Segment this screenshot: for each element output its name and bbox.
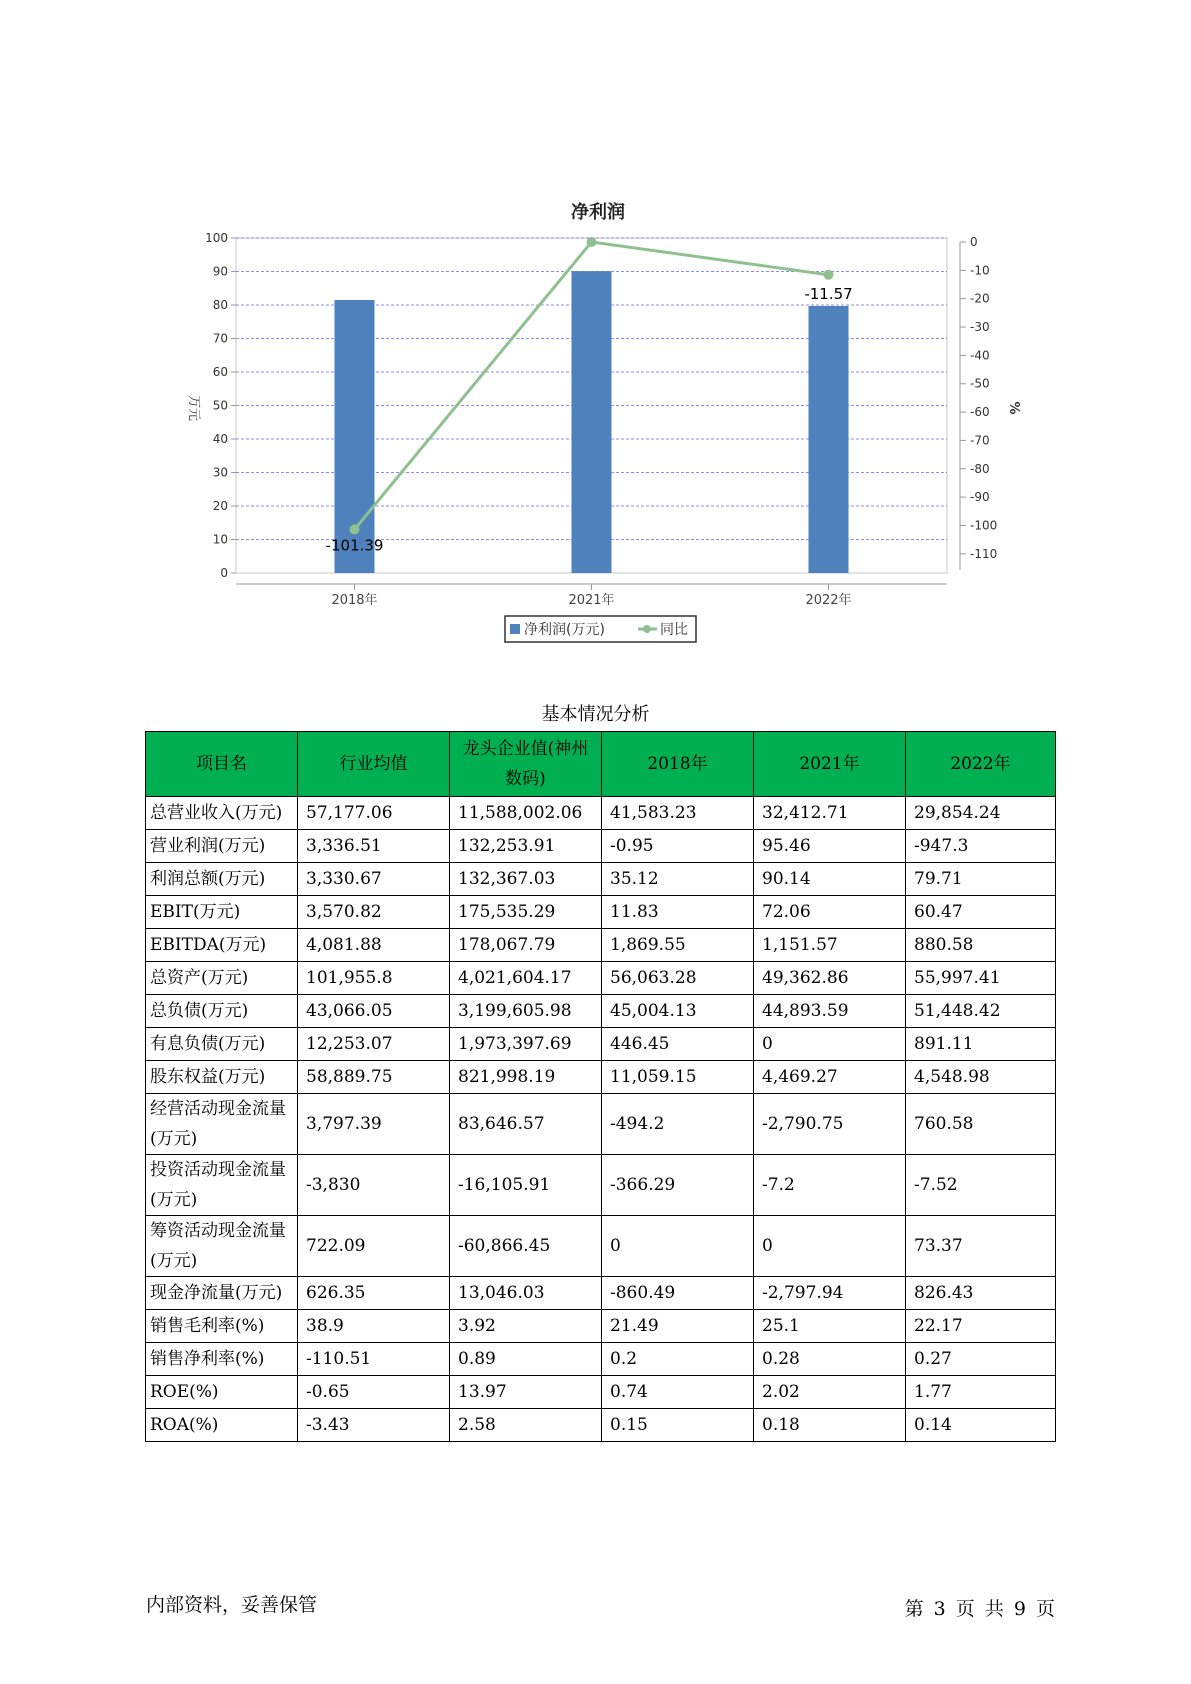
table-row xyxy=(146,1376,1056,1409)
row-label: 投资活动现金流量(万元) xyxy=(146,1155,298,1216)
table-header-cell: 行业均值 xyxy=(298,732,450,797)
y2-tick-label: -10 xyxy=(970,263,990,278)
yoy-point xyxy=(587,237,597,247)
table-row xyxy=(146,1028,1056,1061)
table-cell: 891.11 xyxy=(906,1028,1056,1061)
y-tick-label: 90 xyxy=(212,264,228,279)
table-cell: -7.52 xyxy=(906,1155,1056,1216)
row-label: 总负债(万元) xyxy=(146,995,298,1028)
y-tick-label: 60 xyxy=(212,365,228,379)
legend-swatch-bar xyxy=(510,624,520,634)
table-cell: 72.06 xyxy=(754,896,906,929)
row-label: 经营活动现金流量(万元) xyxy=(146,1094,298,1155)
table-cell: 38.9 xyxy=(298,1310,450,1343)
table-row xyxy=(146,995,1056,1028)
footer-page-number: 第 3 页 共 9 页 xyxy=(904,1598,1055,1620)
table-cell: 13.97 xyxy=(450,1376,602,1409)
y-tick-label: 20 xyxy=(212,499,228,513)
table-row xyxy=(146,1094,1056,1155)
table-cell: 821,998.19 xyxy=(450,1061,602,1094)
row-label: 股东权益(万元) xyxy=(146,1061,298,1094)
table-cell: -366.29 xyxy=(602,1155,754,1216)
table-cell: 760.58 xyxy=(906,1094,1056,1155)
table-cell: 3,199,605.98 xyxy=(450,995,602,1028)
table-cell: 25.1 xyxy=(754,1310,906,1343)
table-cell: 3,570.82 xyxy=(298,896,450,929)
table-cell: -3,830 xyxy=(298,1155,450,1216)
table-cell: 0.2 xyxy=(602,1343,754,1376)
table-cell: 178,067.79 xyxy=(450,929,602,962)
table-row xyxy=(146,1155,1056,1216)
row-label: ROA(%) xyxy=(146,1409,298,1442)
table-cell: 0.27 xyxy=(906,1343,1056,1376)
row-label: 销售毛利率(%) xyxy=(146,1310,298,1343)
yoy-point xyxy=(824,270,834,280)
y-tick-label: 30 xyxy=(212,465,228,480)
bar xyxy=(809,306,849,573)
table-cell: 4,021,604.17 xyxy=(450,962,602,995)
table-cell: 45,004.13 xyxy=(602,995,754,1028)
table-cell: 626.35 xyxy=(298,1277,450,1310)
row-label: 总资产(万元) xyxy=(146,962,298,995)
table-cell: 55,997.41 xyxy=(906,962,1056,995)
table-cell: 11,059.15 xyxy=(602,1061,754,1094)
table-cell: 43,066.05 xyxy=(298,995,450,1028)
table-cell: 57,177.06 xyxy=(298,797,450,830)
y-tick-label: 70 xyxy=(212,331,228,346)
table-cell: 32,412.71 xyxy=(754,797,906,830)
table-cell: 58,889.75 xyxy=(298,1061,450,1094)
table-cell: 60.47 xyxy=(906,896,1056,929)
row-label: 现金净流量(万元) xyxy=(146,1277,298,1310)
table-row xyxy=(146,896,1056,929)
table-cell: 11.83 xyxy=(602,896,754,929)
table-cell: 44,893.59 xyxy=(754,995,906,1028)
table-cell: 49,362.86 xyxy=(754,962,906,995)
table-cell: -7.2 xyxy=(754,1155,906,1216)
table-cell: -0.65 xyxy=(298,1376,450,1409)
table-cell: 446.45 xyxy=(602,1028,754,1061)
table-row xyxy=(146,863,1056,896)
table-header-cell: 2021年 xyxy=(754,732,906,797)
y2-tick-label: -20 xyxy=(970,291,990,306)
table-cell: 1,973,397.69 xyxy=(450,1028,602,1061)
y-axis-label: 万元 xyxy=(186,394,201,422)
data-label: -101.39 xyxy=(325,536,384,555)
table-row xyxy=(146,929,1056,962)
x-tick-label: 2022年 xyxy=(805,593,852,608)
table-header-cell: 2022年 xyxy=(906,732,1056,797)
table-header-row xyxy=(146,732,1056,797)
y2-tick-label: -50 xyxy=(970,376,990,391)
y2-tick-label: -100 xyxy=(970,518,998,533)
legend-swatch-marker xyxy=(643,625,651,633)
table-cell: 0.14 xyxy=(906,1409,1056,1442)
legend-label-line: 同比 xyxy=(660,622,688,638)
y-tick-label: 40 xyxy=(212,432,228,446)
table-cell: 29,854.24 xyxy=(906,797,1056,830)
analysis-table xyxy=(145,731,1056,1442)
y-tick-label: 50 xyxy=(212,398,228,413)
table-cell: 2.58 xyxy=(450,1409,602,1442)
table-cell: 0.74 xyxy=(602,1376,754,1409)
y2-tick-label: -80 xyxy=(970,461,990,476)
y2-tick-label: -90 xyxy=(970,490,990,505)
table-cell: 0.28 xyxy=(754,1343,906,1376)
row-label: 总营业收入(万元) xyxy=(146,797,298,830)
table-cell: 0 xyxy=(602,1216,754,1277)
x-tick-label: 2018年 xyxy=(331,593,378,608)
table-cell: 3.92 xyxy=(450,1310,602,1343)
y2-tick-label: -110 xyxy=(970,546,998,561)
table-cell: 175,535.29 xyxy=(450,896,602,929)
table-cell: 132,253.91 xyxy=(450,830,602,863)
table-cell: 4,469.27 xyxy=(754,1061,906,1094)
table-cell: 101,955.8 xyxy=(298,962,450,995)
table-cell: 826.43 xyxy=(906,1277,1056,1310)
table-cell: 73.37 xyxy=(906,1216,1056,1277)
table-cell: 880.58 xyxy=(906,929,1056,962)
y-tick-label: 10 xyxy=(212,532,228,547)
yoy-point xyxy=(350,524,360,534)
row-label: 利润总额(万元) xyxy=(146,863,298,896)
table-cell: 132,367.03 xyxy=(450,863,602,896)
table-cell: -947.3 xyxy=(906,830,1056,863)
table-cell: 12,253.07 xyxy=(298,1028,450,1061)
legend-label-bar: 净利润(万元) xyxy=(524,622,605,638)
table-cell: 0.18 xyxy=(754,1409,906,1442)
row-label: 营业利润(万元) xyxy=(146,830,298,863)
y2-axis-label: % xyxy=(1006,401,1021,415)
table-cell: 0 xyxy=(754,1028,906,1061)
table-row xyxy=(146,1277,1056,1310)
table-cell: -3.43 xyxy=(298,1409,450,1442)
row-label: 销售净利率(%) xyxy=(146,1343,298,1376)
table-cell: 56,063.28 xyxy=(602,962,754,995)
table-cell: -110.51 xyxy=(298,1343,450,1376)
y-tick-label: 80 xyxy=(212,298,228,312)
table-cell: -494.2 xyxy=(602,1094,754,1155)
table-cell: 2.02 xyxy=(754,1376,906,1409)
table-cell: 22.17 xyxy=(906,1310,1056,1343)
y2-tick-label: -40 xyxy=(970,348,990,363)
table-row xyxy=(146,1216,1056,1277)
table-header-cell: 龙头企业值(神州数码) xyxy=(450,732,602,797)
y2-tick-label: 0 xyxy=(970,235,978,249)
table-cell: 3,797.39 xyxy=(298,1094,450,1155)
table-cell: -16,105.91 xyxy=(450,1155,602,1216)
y-tick-label: 100 xyxy=(205,231,228,245)
table-cell: 722.09 xyxy=(298,1216,450,1277)
row-label: 筹资活动现金流量(万元) xyxy=(146,1216,298,1277)
y2-tick-label: -30 xyxy=(970,320,990,335)
y2-tick-label: -60 xyxy=(970,405,990,420)
table-cell: 0.15 xyxy=(602,1409,754,1442)
table-cell: 90.14 xyxy=(754,863,906,896)
x-tick-label: 2021年 xyxy=(568,593,615,608)
table-row xyxy=(146,1310,1056,1343)
row-label: EBIT(万元) xyxy=(146,896,298,929)
chart-title: 净利润 xyxy=(571,202,625,223)
table-header-cell: 2018年 xyxy=(602,732,754,797)
table-row xyxy=(146,797,1056,830)
table-caption: 基本情况分析 xyxy=(541,704,650,725)
table-cell: 1,869.55 xyxy=(602,929,754,962)
table-header-cell: 项目名 xyxy=(146,732,298,797)
table-cell: 3,330.67 xyxy=(298,863,450,896)
table-cell: -860.49 xyxy=(602,1277,754,1310)
table-cell: 21.49 xyxy=(602,1310,754,1343)
table-cell: 13,046.03 xyxy=(450,1277,602,1310)
table-row xyxy=(146,830,1056,863)
table-cell: -0.95 xyxy=(602,830,754,863)
bar xyxy=(572,271,612,573)
table-cell: -60,866.45 xyxy=(450,1216,602,1277)
table-row xyxy=(146,1061,1056,1094)
row-label: 有息负债(万元) xyxy=(146,1028,298,1061)
row-label: ROE(%) xyxy=(146,1376,298,1409)
footer-confidential-note: 内部资料，妥善保管 xyxy=(146,1594,318,1616)
table-cell: 79.71 xyxy=(906,863,1056,896)
table-row xyxy=(146,1409,1056,1442)
table-cell: 11,588,002.06 xyxy=(450,797,602,830)
data-label: -11.57 xyxy=(804,284,853,303)
y-tick-label: 0 xyxy=(220,566,228,580)
table-cell: 0.89 xyxy=(450,1343,602,1376)
row-label: EBITDA(万元) xyxy=(146,929,298,962)
table-cell: -2,790.75 xyxy=(754,1094,906,1155)
table-row xyxy=(146,1343,1056,1376)
table-cell: -2,797.94 xyxy=(754,1277,906,1310)
table-cell: 51,448.42 xyxy=(906,995,1056,1028)
table-cell: 41,583.23 xyxy=(602,797,754,830)
table-cell: 83,646.57 xyxy=(450,1094,602,1155)
table-cell: 4,548.98 xyxy=(906,1061,1056,1094)
table-cell: 95.46 xyxy=(754,830,906,863)
table-cell: 35.12 xyxy=(602,863,754,896)
table-cell: 1,151.57 xyxy=(754,929,906,962)
table-cell: 0 xyxy=(754,1216,906,1277)
table-cell: 4,081.88 xyxy=(298,929,450,962)
y2-tick-label: -70 xyxy=(970,433,990,448)
table-cell: 1.77 xyxy=(906,1376,1056,1409)
table-row xyxy=(146,962,1056,995)
table-cell: 3,336.51 xyxy=(298,830,450,863)
net-profit-chart xyxy=(0,0,1191,660)
